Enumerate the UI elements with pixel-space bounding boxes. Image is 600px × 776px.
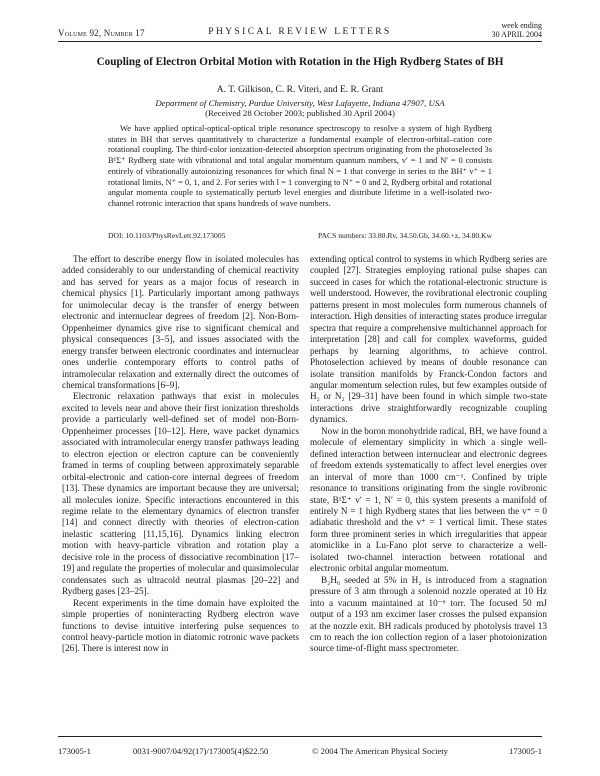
article-title: Coupling of Electron Orbital Motion with Rotation in the High Rydberg States of BH — [96, 56, 504, 68]
week-ending — [492, 21, 542, 39]
body-paragraph: B₂H₆ seeded at 5% in H₂ is introduced from a stagnation pressure of 3 atm through a solenoid nozzle operated at 10 Hz into a vacuum maintained at 10⁻⁶ torr. The focused 50 mJ output of a 193 nm excimer laser crosses the pulsed expansion at the nozzle exit. BH radicals produced by photolysis travel 13 cm to reach the ion collection region of a laser photoionization source time-of-flight mass spectrometer. — [310, 574, 547, 654]
body-paragraph: Now in the boron monohydride radical, BH, we have found a molecule of elementary simplicity in which a single well-defined interaction between internuclear and electronic degrees of freedom extends systematically to affect level energies over an interval of more than 1000 cm⁻¹. Confined by triple resonance to transitions originating from the single rovibronic state, B¹Σ⁺ v′ = 1, N′ = 0, this system presents a manifold of entirely N = 1 high Rydberg states that lies between the v⁺ = 0 adiabatic threshold and the v⁺ = 1 vertical limit. These states form three prominent series in which irregularities that appear atomiclike in a Lu-Fano plot serve to characterize a well-isolated two-channel interaction between rotational and electronic orbital angular momentum. — [310, 425, 547, 574]
body-paragraph: Electronic relaxation pathways that exist in molecules excited to levels near and above their first ionization thresholds provide a particularly well-defined set of model non-Born-Oppenheimer processes [10–12]. Here, wave packet dynamics associated with intramolecular energy transfer pathways leading to electron ejection or electron capture can be conveniently framed in terms of coupling between approximately separable orbital-electronic and cation-core internal degrees of freedom [13]. These dynamics are important because they are universal; all molecules ionize. Specific interactions encountered in this regime relate to the elementary dynamics of electron transfer [14] and connect directly with theories of electron-cation inelastic scattering [11,15,16]. Dynamics linking electron motion with heavy-particle vibration and rotation play a decisive role in the process of dissociative recombination [17–19] and regulate the properties of molecular and quasimolecular condensates such as ultracold neutral plasmas [20–22] and Rydberg gases [23–25]. — [62, 391, 299, 597]
header-rule — [58, 41, 542, 42]
journal-name: PHYSICAL REVIEW LETTERS — [208, 27, 392, 37]
body-column-right — [310, 254, 547, 655]
abstract: We have applied optical-optical-optical triple resonance spectroscopy to resolve a system of high Rydberg states in BH that serves quantitatively to characterize a fundamental example of electron-orbital–cation core rotational coupling. The third-color ionization-detected absorption spectrum originating from the photoselected 3s B¹Σ⁺ Rydberg state with vibrational and total angular momentum quantum numbers, v′ = 1 and N′ = 0 consists entirely of vibrationally autoionizing resonances for which final N = 1 that converge in series to the BH⁺ v⁺ = 1 rotational limits, N⁺ = 0, 1, and 2. For series with l = 1 converging to N⁺ = 0 and 2, Rydberg orbital and rotational angular momenta couple to systematically perturb level energies and distribute lifetime in a well-isolated two-channel rotronic interaction that spans hundreds of wave numbers. — [108, 124, 492, 208]
doi: DOI: 10.1103/PhysRevLett.92.173005 — [108, 231, 226, 240]
week-ending-label: week ending — [501, 21, 542, 30]
body-paragraph: extending optical control to systems in which Rydberg series are coupled [27]. Strategies employing rational pulse shapes can succeed in cases for which the rotational-electronic structure is well understood. However, the rovibrational electronic coupling patterns present in most molecules form numerous channels of interaction. High densities of interacting states produce irregular spectra that require a comprehensive multichannel approach for interpretation [28] and call for complex waveforms, guided perhaps by learning algorithms, to achieve control. Photoselection achieved by means of double resonance can isolate transition manifolds by Franck-Condon factors and angular momentum selection rules, but few examples outside of H₂ or N₂ [29–31] have been found in which simple two-state interactions drive straightforwardly recognizable coupling dynamics. — [310, 254, 548, 425]
body-paragraph: Recent experiments in the time domain have exploited the simple properties of noninteracting Rydberg electron wave functions to devise intuitive interfering pulse sequences to control heavy-particle motion in diatomic rotronic wave packets [26]. There is interest now in — [62, 597, 299, 654]
issn-code: 0031-9007/04/92(17)/173005(4)$22.50 — [133, 746, 269, 756]
page-number-right: 173005-1 — [509, 746, 542, 756]
body-column-left — [62, 254, 299, 655]
author-list: A. T. Gilkison, C. R. Viteri, and E. R. Grant — [216, 85, 384, 95]
copyright: © 2004 The American Physical Society — [312, 746, 448, 756]
footer-rule — [58, 736, 542, 737]
page-number-left: 173005-1 — [58, 746, 91, 756]
volume-number: Volume 92, Number 17 — [58, 28, 145, 38]
affiliation: Department of Chemistry, Purdue University, West Lafayette, Indiana 47907, USA — [155, 98, 445, 108]
body-paragraph: The effort to describe energy flow in isolated molecules has added considerably to our understanding of chemical reactivity and has served for years as a major focus of research in chemical physics [1]. Particularly important among pathways for unimolecular decay is the transfer of energy between electronic and internuclear degrees of freedom [2]. Non-Born-Oppenheimer dynamics give rise to significant chemical and physical consequences [3–5], and issues associated with the energy transfer between electronic coordinates and internuclear ones underlie contemporary efforts to control paths of intramolecular relaxation and externally direct the outcomes of chemical transformations [6–9]. — [62, 254, 299, 390]
week-ending-date: 30 APRIL 2004 — [491, 30, 542, 39]
received-dates: (Received 28 October 2003; published 30 April 2004) — [205, 108, 395, 118]
pacs-numbers: PACS numbers: 33.80.Rv, 34.50.Gb, 34.60.+z, 34.80.Kw — [318, 231, 492, 240]
